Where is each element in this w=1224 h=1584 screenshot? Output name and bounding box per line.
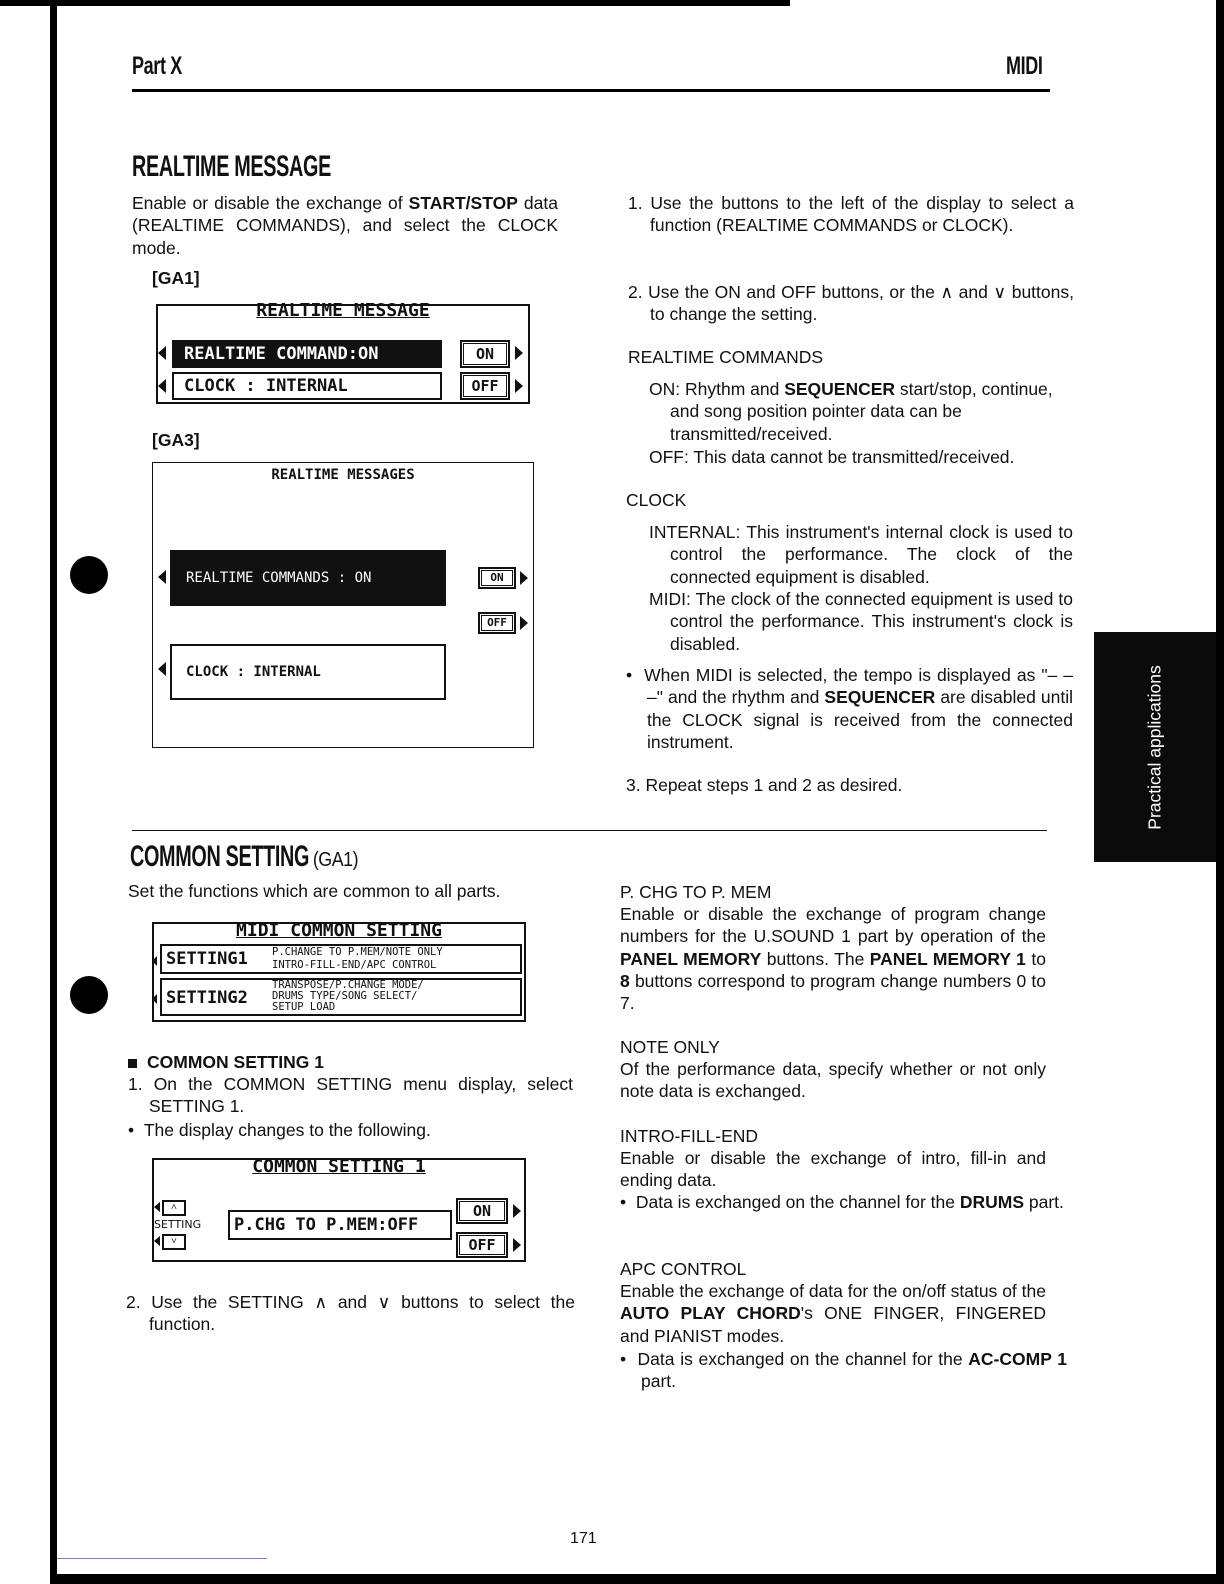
arrow-right-icon xyxy=(515,379,523,393)
common-intro: Set the functions which are common to all parts. xyxy=(128,881,501,901)
common-setting1-row-pchg[interactable]: P.CHG TO P.MEM:OFF xyxy=(228,1210,452,1240)
ga1-off-button[interactable]: OFF xyxy=(460,372,510,400)
section-title-common: COMMON SETTING (GA1) xyxy=(130,840,359,873)
clock-internal: INTERNAL: This instrument's internal clock is used to control the performance. The clock of the connected equipment is disabled. xyxy=(649,522,1073,587)
setting-caption: SETTING xyxy=(154,1218,202,1231)
realtime-commands-heading: REALTIME COMMANDS xyxy=(628,347,824,367)
arrow-left-icon[interactable] xyxy=(152,956,157,966)
ga1-on-button[interactable]: ON xyxy=(460,340,510,368)
page-border-top xyxy=(0,0,790,6)
clock-heading: CLOCK xyxy=(626,490,687,510)
bullet-square-icon xyxy=(128,1059,137,1068)
arrow-left-icon[interactable] xyxy=(154,1236,160,1246)
ga3-off-button[interactable]: OFF xyxy=(478,612,516,634)
apc-control-heading: APC CONTROL xyxy=(620,1259,747,1279)
header-chapter: MIDI xyxy=(1006,52,1043,80)
arrow-right-icon xyxy=(520,571,528,585)
arrow-left-icon[interactable] xyxy=(154,1202,160,1212)
clock-midi: MIDI: The clock of the connected equipment is used to control the performance. This instrument's clock is disabled. xyxy=(649,589,1073,654)
footer-rule xyxy=(57,1558,267,1559)
common-setting1-heading: COMMON SETTING 1 xyxy=(128,1051,324,1073)
arrow-left-icon[interactable] xyxy=(158,570,166,584)
intro-fill-end-text: Enable or disable the exchange of intro, fill-in and ending data. xyxy=(620,1148,1046,1191)
pchg-heading: P. CHG TO P. MEM xyxy=(620,882,772,902)
clock-note: • When MIDI is selected, the tempo is displayed as "– – –" and the rhythm and SEQUENCER are disabled until the CLOCK signal is received from the connected instrument. xyxy=(626,665,1073,752)
down-arrow-icon: ˅ xyxy=(171,1236,177,1247)
arrow-left-icon[interactable] xyxy=(158,379,166,393)
page-number: 171 xyxy=(570,1530,597,1547)
header-part: Part X xyxy=(132,52,182,80)
pchg-text: Enable or disable the exchange of program change numbers for the U.SOUND 1 part by operation of the PANEL MEMORY buttons. The PANEL MEMORY 1 to 8 buttons correspond to program change numbers 0 to 7. xyxy=(620,904,1046,1014)
ga1-row-realtime-command[interactable]: REALTIME COMMAND:ON xyxy=(172,340,442,368)
punch-hole-icon xyxy=(70,556,108,594)
page-border-left xyxy=(50,0,57,1584)
arrow-left-icon[interactable] xyxy=(158,346,166,360)
realtime-step-2: 2. Use the ON and OFF buttons, or the ∧ and ∨ buttons, to change the setting. xyxy=(628,282,1074,325)
common-setting1-display-title: COMMON SETTING 1 xyxy=(252,1156,426,1177)
apc-control-bullet: • Data is exchanged on the channel for the AC-COMP 1 part. xyxy=(620,1349,1067,1392)
note-only-heading: NOTE ONLY xyxy=(620,1037,720,1057)
arrow-left-icon[interactable] xyxy=(158,662,166,676)
common-setting2-row[interactable]: SETTING2 TRANSPOSE/P.CHANGE MODE/ DRUMS TYPE/SONG SELECT/ SETUP LOAD xyxy=(160,978,522,1016)
page-border-bottom xyxy=(50,1574,1224,1584)
section-title-realtime: REALTIME MESSAGE xyxy=(132,150,331,183)
common-off-button[interactable]: OFF xyxy=(456,1232,508,1258)
common-setting1-step1: 1. On the COMMON SETTING menu display, select SETTING 1. xyxy=(128,1074,573,1117)
ga1-label: [GA1] xyxy=(152,268,200,288)
page-border-right xyxy=(1216,0,1224,1584)
setting-down-button[interactable] xyxy=(162,1234,186,1250)
intro-fill-end-bullet: • Data is exchanged on the channel for the DRUMS part. xyxy=(620,1192,1064,1212)
ga3-on-button[interactable]: ON xyxy=(478,567,516,589)
arrow-right-icon xyxy=(520,616,528,630)
section-title-common-sub: (GA1) xyxy=(313,849,359,871)
arrow-right-icon xyxy=(515,346,523,360)
common-on-button[interactable]: ON xyxy=(456,1198,508,1224)
realtime-intro: Enable or disable the exchange of START/STOP data (REALTIME COMMANDS), and select the CLOCK mode. xyxy=(132,193,558,258)
punch-hole-icon xyxy=(70,976,108,1014)
ga1-row-clock[interactable]: CLOCK : INTERNAL xyxy=(172,372,442,400)
common-setting1-note: • The display changes to the following. xyxy=(128,1120,431,1140)
side-tab-label: Practical applications xyxy=(1144,664,1165,830)
note-only-text: Of the performance data, specify whether or not only note data is exchanged. xyxy=(620,1059,1046,1102)
ga3-row-clock[interactable]: CLOCK : INTERNAL xyxy=(170,644,446,700)
ga3-row-realtime-commands[interactable]: REALTIME COMMANDS : ON xyxy=(170,550,446,606)
realtime-step-3: 3. Repeat steps 1 and 2 as desired. xyxy=(626,775,903,795)
apc-control-text: Enable the exchange of data for the on/off status of the AUTO PLAY CHORD's ONE FINGER, FINGERED and PIANIST modes. xyxy=(620,1281,1047,1346)
intro-fill-end-heading: INTRO-FILL-END xyxy=(620,1126,759,1146)
header-rule xyxy=(132,89,1050,92)
ga1-display-title: REALTIME MESSAGE xyxy=(256,300,430,321)
setting-up-button[interactable] xyxy=(162,1200,186,1216)
ga3-label: [GA3] xyxy=(152,430,200,450)
realtime-step-1: 1. Use the buttons to the left of the display to select a function (REALTIME COMMANDS or CLOCK). xyxy=(628,193,1074,236)
common-setting-display-title: MIDI COMMON SETTING xyxy=(236,920,442,941)
common-setting1-step2: 2. Use the SETTING ∧ and ∨ buttons to select the function. xyxy=(126,1292,575,1335)
realtime-commands-off: OFF: This data cannot be transmitted/received. xyxy=(649,447,1015,467)
section-divider xyxy=(132,830,1047,831)
realtime-commands-on: ON: Rhythm and SEQUENCER start/stop, continue, and song position pointer data can be transmitted/received. xyxy=(649,379,1053,444)
arrow-left-icon[interactable] xyxy=(152,994,157,1004)
ga3-display-title: REALTIME MESSAGES xyxy=(271,467,415,483)
arrow-right-icon xyxy=(513,1238,521,1252)
arrow-right-icon xyxy=(513,1204,521,1218)
common-setting1-row[interactable]: SETTING1 P.CHANGE TO P.MEM/NOTE ONLY INTRO-FILL-END/APC CONTROL xyxy=(160,944,522,974)
up-arrow-icon: ˄ xyxy=(171,1202,177,1213)
